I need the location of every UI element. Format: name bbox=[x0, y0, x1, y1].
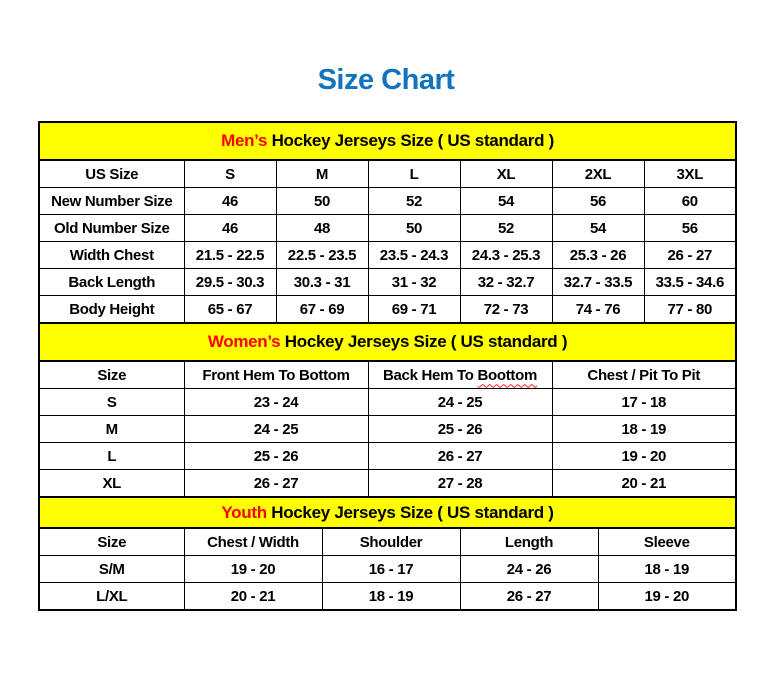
size-value-cell: 32.7 - 33.5 bbox=[552, 269, 644, 296]
size-value-cell: 67 - 69 bbox=[276, 296, 368, 324]
table-row bbox=[39, 296, 736, 324]
size-value-cell: 50 bbox=[368, 215, 460, 242]
table-row bbox=[39, 416, 736, 443]
row-label: XL bbox=[39, 470, 184, 498]
size-value-cell: 56 bbox=[552, 188, 644, 215]
column-header: US Size bbox=[39, 160, 184, 188]
mens-header-row bbox=[39, 160, 736, 188]
column-header: 3XL bbox=[644, 160, 736, 188]
size-value-cell: 46 bbox=[184, 215, 276, 242]
size-value-cell: 32 - 32.7 bbox=[460, 269, 552, 296]
size-value-cell: 24.3 - 25.3 bbox=[460, 242, 552, 269]
size-value-cell: 20 - 21 bbox=[552, 470, 736, 498]
column-header: Shoulder bbox=[322, 528, 460, 556]
row-label: Body Height bbox=[39, 296, 184, 324]
womens-header-row bbox=[39, 361, 736, 389]
size-value-cell: 18 - 19 bbox=[322, 583, 460, 611]
mens-band-rest-text: Hockey Jerseys Size ( US standard ) bbox=[267, 131, 554, 150]
size-value-cell: 20 - 21 bbox=[184, 583, 322, 611]
size-value-cell: 25 - 26 bbox=[368, 416, 552, 443]
size-value-cell: 30.3 - 31 bbox=[276, 269, 368, 296]
size-value-cell: 54 bbox=[552, 215, 644, 242]
table-row bbox=[39, 188, 736, 215]
size-value-cell: 48 bbox=[276, 215, 368, 242]
size-value-cell: 26 - 27 bbox=[184, 470, 368, 498]
table-row bbox=[39, 583, 736, 611]
column-header: S bbox=[184, 160, 276, 188]
page-title: Size Chart bbox=[317, 64, 455, 96]
size-value-cell: 56 bbox=[644, 215, 736, 242]
youth-band-red-text: Youth bbox=[221, 502, 267, 522]
womens-band-rest-text: Hockey Jerseys Size ( US standard ) bbox=[280, 332, 568, 351]
size-value-cell: 33.5 - 34.6 bbox=[644, 269, 736, 296]
mens-size-table bbox=[38, 121, 737, 324]
size-value-cell: 26 - 27 bbox=[644, 242, 736, 269]
column-header: Chest / Pit To Pit bbox=[552, 361, 736, 389]
column-header: Chest / Width bbox=[184, 528, 322, 556]
row-label: Width Chest bbox=[39, 242, 184, 269]
size-value-cell: 52 bbox=[460, 215, 552, 242]
size-value-cell: 26 - 27 bbox=[368, 443, 552, 470]
size-value-cell: 19 - 20 bbox=[552, 443, 736, 470]
column-header: L bbox=[368, 160, 460, 188]
size-value-cell: 54 bbox=[460, 188, 552, 215]
row-label: Old Number Size bbox=[39, 215, 184, 242]
table-row bbox=[39, 389, 736, 416]
size-value-cell: 24 - 25 bbox=[368, 389, 552, 416]
size-value-cell: 60 bbox=[644, 188, 736, 215]
size-value-cell: 26 - 27 bbox=[460, 583, 598, 611]
table-row bbox=[39, 242, 736, 269]
column-header: XL bbox=[460, 160, 552, 188]
size-value-cell: 50 bbox=[276, 188, 368, 215]
mens-band-title bbox=[39, 122, 736, 160]
column-header bbox=[368, 361, 552, 389]
column-header-text: Back Hem To bbox=[382, 366, 478, 384]
size-value-cell: 18 - 19 bbox=[552, 416, 736, 443]
column-header: Size bbox=[39, 528, 184, 556]
row-label: Back Length bbox=[39, 269, 184, 296]
size-value-cell: 46 bbox=[184, 188, 276, 215]
row-label: S bbox=[39, 389, 184, 416]
size-value-cell: 16 - 17 bbox=[322, 556, 460, 583]
size-value-cell: 65 - 67 bbox=[184, 296, 276, 324]
column-header: Length bbox=[460, 528, 598, 556]
mens-band-red-text: Men’s bbox=[221, 131, 268, 150]
size-value-cell: 17 - 18 bbox=[552, 389, 736, 416]
mens-band-row bbox=[39, 122, 736, 160]
size-value-cell: 21.5 - 22.5 bbox=[184, 242, 276, 269]
column-header: 2XL bbox=[552, 160, 644, 188]
size-value-cell: 72 - 73 bbox=[460, 296, 552, 324]
youth-header-row bbox=[39, 528, 736, 556]
column-header: M bbox=[276, 160, 368, 188]
size-value-cell: 22.5 - 23.5 bbox=[276, 242, 368, 269]
size-value-cell: 69 - 71 bbox=[368, 296, 460, 324]
womens-size-table bbox=[38, 322, 737, 498]
size-value-cell: 77 - 80 bbox=[644, 296, 736, 324]
table-row bbox=[39, 215, 736, 242]
size-value-cell: 24 - 26 bbox=[460, 556, 598, 583]
size-value-cell: 27 - 28 bbox=[368, 470, 552, 498]
size-value-cell: 19 - 20 bbox=[598, 583, 736, 611]
size-value-cell: 29.5 - 30.3 bbox=[184, 269, 276, 296]
size-value-cell: 23 - 24 bbox=[184, 389, 368, 416]
misspelled-word-squiggle: Boottom bbox=[477, 366, 538, 384]
row-label: M bbox=[39, 416, 184, 443]
size-value-cell: 19 - 20 bbox=[184, 556, 322, 583]
table-row bbox=[39, 443, 736, 470]
youth-size-table bbox=[38, 496, 737, 611]
row-label: L bbox=[39, 443, 184, 470]
size-value-cell: 24 - 25 bbox=[184, 416, 368, 443]
size-tables bbox=[38, 121, 735, 611]
size-value-cell: 52 bbox=[368, 188, 460, 215]
size-value-cell: 25.3 - 26 bbox=[552, 242, 644, 269]
womens-band-title bbox=[39, 323, 736, 361]
column-header: Front Hem To Bottom bbox=[184, 361, 368, 389]
table-row bbox=[39, 556, 736, 583]
size-value-cell: 31 - 32 bbox=[368, 269, 460, 296]
size-value-cell: 18 - 19 bbox=[598, 556, 736, 583]
size-value-cell: 25 - 26 bbox=[184, 443, 368, 470]
row-label: New Number Size bbox=[39, 188, 184, 215]
column-header: Size bbox=[39, 361, 184, 389]
youth-band-rest-text: Hockey Jerseys Size ( US standard ) bbox=[266, 502, 554, 522]
size-value-cell: 74 - 76 bbox=[552, 296, 644, 324]
row-label: S/M bbox=[39, 556, 184, 583]
youth-band-row bbox=[39, 497, 736, 528]
column-header: Sleeve bbox=[598, 528, 736, 556]
size-value-cell: 23.5 - 24.3 bbox=[368, 242, 460, 269]
womens-band-row bbox=[39, 323, 736, 361]
youth-band-title bbox=[39, 497, 736, 528]
table-row bbox=[39, 269, 736, 296]
womens-band-red-text: Women’s bbox=[207, 332, 281, 351]
table-row bbox=[39, 470, 736, 498]
row-label: L/XL bbox=[39, 583, 184, 611]
